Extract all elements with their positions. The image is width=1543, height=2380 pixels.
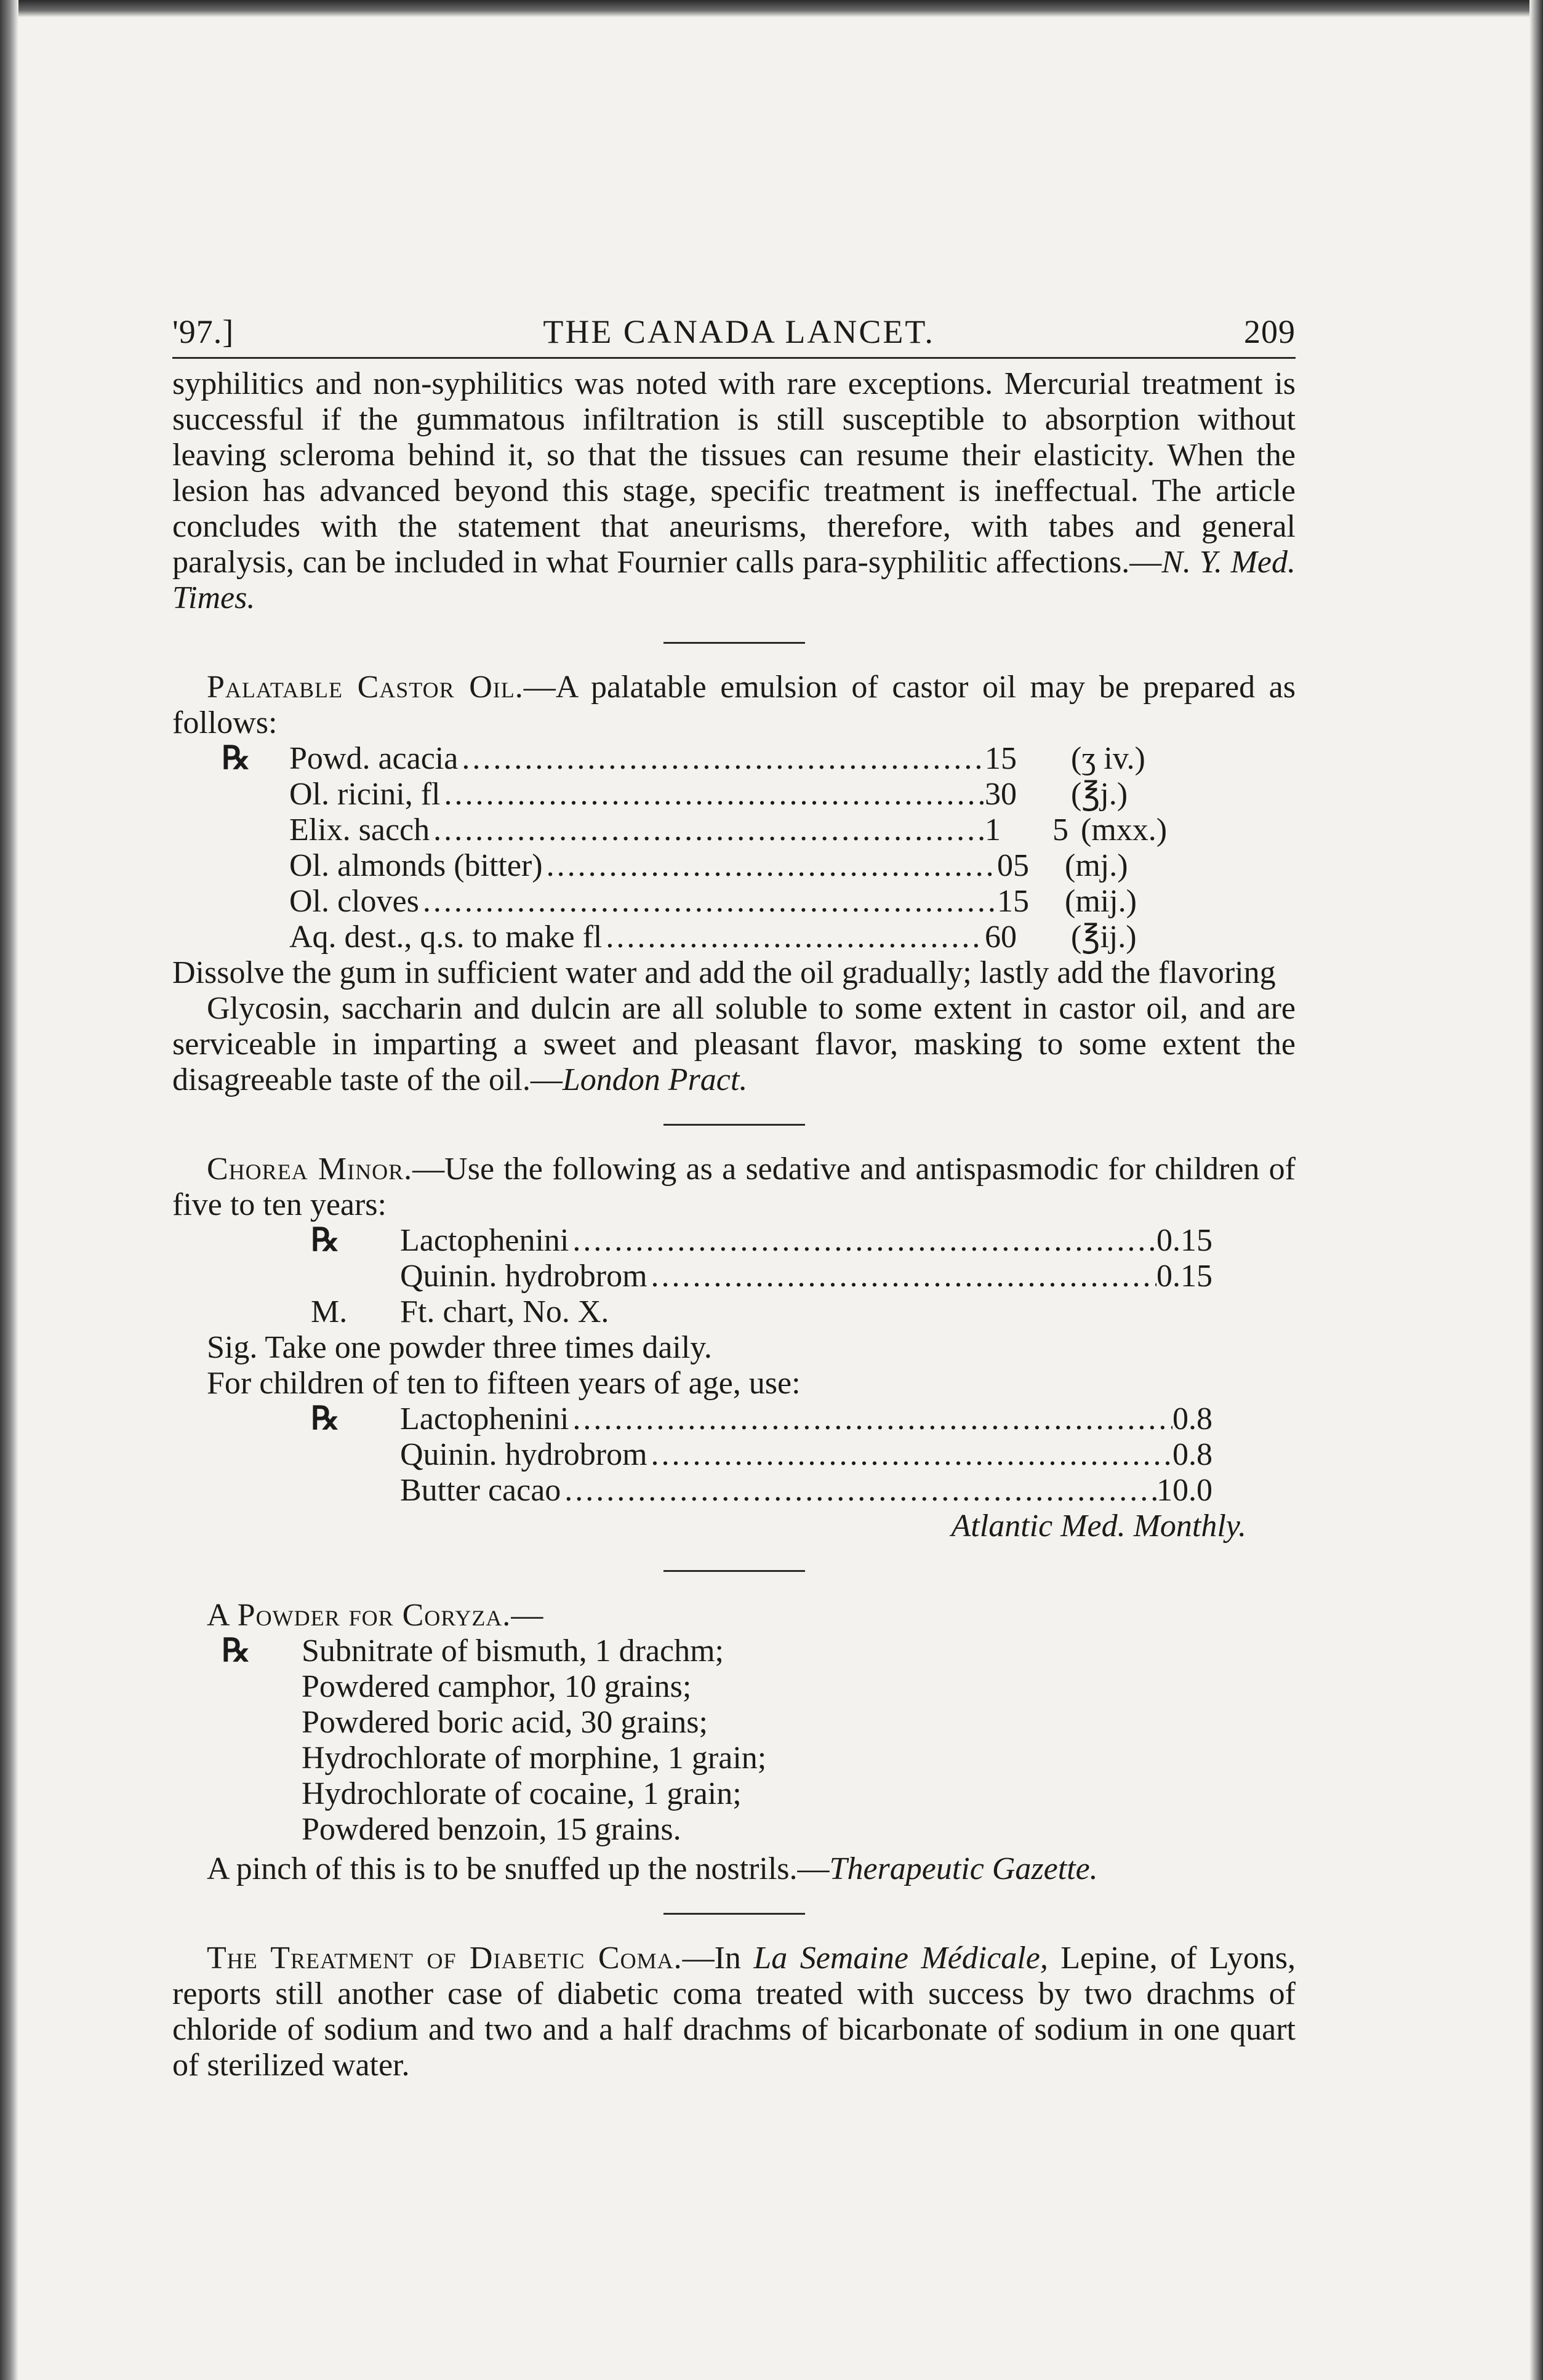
recipe-row [222,1633,1296,1669]
page-scan-edge-right [1529,0,1543,2380]
ingredient-line: Hydrochlorate of cocaine, 1 grain; [302,1776,742,1811]
ingredient-amount: 0.15 [1156,1223,1212,1258]
page-number: 209 [1243,313,1296,350]
castor-note [172,991,1296,1098]
syphilis-source: N. Y. Med. Times. [172,545,1296,615]
coryza-source: Therapeutic Gazette. [829,1851,1098,1886]
chorea-recipe-2 [172,1401,1296,1509]
rx-symbol: ℞ [311,1223,340,1258]
ingredient-amount: 0.8 [1172,1401,1212,1436]
diabetic-text-after: Lepine, of Lyons, reports still another case of diabetic coma treated with success by two drachms of chloride of sodium and two and a half drachms of bicarbonate of sodium in one quart of sterilized water. [172,1941,1296,2083]
coryza-heading: A Powder for Coryza. [207,1598,511,1633]
rx-symbol: ℞ [222,1633,250,1669]
leader-dots [441,777,985,812]
recipe-row [311,1259,1296,1294]
running-header [172,314,1296,359]
apothecary-amount: (℥j.) [1071,777,1128,812]
recipe-row [311,1294,1296,1330]
apothecary-amount: (ʒ iv.) [1071,741,1145,776]
ingredient-amount: 15 [985,741,1017,776]
ingredient-line: Subnitrate of bismuth, 1 drachm; [302,1633,724,1669]
ingredient-line: Powdered boric acid, 30 grains; [302,1705,708,1740]
recipe-row [311,1437,1296,1473]
ingredient-name: Butter cacao [400,1473,561,1508]
ingredient-line: Powdered camphor, 10 grains; [302,1669,692,1704]
ingredient-name: Elix. sacch [289,812,430,847]
ingredient-name: Ol. almonds (bitter) [289,848,543,883]
recipe-row [311,1223,1296,1259]
coryza-directions [172,1851,1296,1887]
castor-oil-intro-text: —A palatable emulsion of castor oil may be prepared as follows: [172,670,1296,740]
leader-dots [419,884,997,920]
leader-dots [647,1259,1156,1294]
section-divider [663,1570,805,1572]
apothecary-amount: (mj.) [1065,848,1128,883]
ingredient-amount-fraction: 5 [1052,812,1068,847]
leader-dots [602,920,985,955]
coryza-directions-text: A pinch of this is to be snuffed up the nostrils.— [207,1851,830,1886]
leader-dots [430,812,985,848]
ingredient-line: Hydrochlorate of morphine, 1 grain; [302,1741,767,1776]
chorea-sig: Sig. Take one powder three times daily. [207,1330,712,1365]
diabetic-journal: La Semaine Médicale, [753,1941,1048,1976]
recipe-row [222,920,1305,955]
recipe-row [311,1473,1296,1509]
leader-dots [561,1473,1156,1509]
ingredient-amount: 1 [985,812,1001,847]
ingredient-name: Lactophenini [400,1223,569,1258]
ingredient-amount: 10.0 [1156,1473,1212,1508]
ingredient-name: Quinin. hydrobrom [400,1437,647,1472]
ingredient-amount: 0.8 [1172,1437,1212,1472]
apothecary-amount: (mxx.) [1081,812,1168,847]
ingredient-amount: 0.15 [1156,1259,1212,1294]
chorea-intro-2: For children of ten to fifteen years of age, use: [207,1366,801,1401]
syphilis-paragraph [172,366,1296,616]
leader-dots [543,848,997,884]
journal-title: THE CANADA LANCET. [543,313,935,350]
chorea-intro [172,1152,1296,1223]
chorea-heading: Chorea Minor. [207,1152,413,1187]
coryza-recipe [172,1633,1296,1848]
section-divider [663,1913,805,1915]
leader-dots [569,1223,1156,1259]
castor-oil-intro [172,670,1296,741]
leader-dots [569,1401,1172,1437]
ingredient-name: Ol. cloves [289,884,419,919]
rx-symbol: ℞ [222,741,250,776]
rx-symbol: ℞ [311,1401,340,1436]
castor-note-text: Glycosin, saccharin and dulcin are all soluble to some extent in castor oil, and are serviceable in imparting a sweet and pleasant flavor, masking to some extent the disagreeable taste of the oil.— [172,991,1296,1097]
diabetic-heading: The Treatment of Diabetic Coma. [207,1941,683,1976]
coryza-dash: — [511,1598,543,1633]
castor-oil-recipe [172,741,1305,955]
ingredient-name: Lactophenini [400,1401,569,1436]
castor-oil-heading: Palatable Castor Oil. [207,670,524,705]
chorea-intro-text: —Use the following as a sedative and antispasmodic for children of five to ten years: [172,1152,1296,1222]
ingredient-amount: 15 [997,884,1029,919]
ingredient-line: Powdered benzoin, 15 grains. [302,1812,681,1847]
ingredient-amount: 05 [997,848,1029,883]
diabetic-paragraph [172,1941,1296,2083]
recipe-row [222,848,1305,884]
leader-dots [647,1437,1172,1473]
ingredient-name: Ol. ricini, fl [289,777,441,812]
coryza-heading-line [172,1598,1296,1633]
chorea-recipe-1 [172,1223,1296,1330]
leader-dots [458,741,985,777]
ingredient-name: Aq. dest., q.s. to make fl [289,920,603,955]
chorea-source: Atlantic Med. Monthly. [951,1509,1246,1544]
apothecary-amount: (mij.) [1065,884,1137,919]
castor-source: London Pract. [562,1062,748,1097]
syphilis-text: syphilitics and non-syphilitics was noted with rare exceptions. Mercurial treatment is successful if the gummatous infiltration is still susceptible to absorption without leaving scleroma behind it, so that the tissues can resume their elasticity. When the lesion has advanced beyond this stage, specific treatment is ineffectual. The article concludes with the statement that aneurisms, therefore, with tabes and general paralysis, can be included in what Fournier calls para-syphilitic affections.— [172,366,1296,580]
misce-label: M. [311,1294,348,1329]
recipe-row [222,741,1305,777]
page-scan-edge-left [0,0,18,2380]
ingredient-amount: 60 [985,920,1017,955]
ingredient-name: Powd. acacia [289,741,459,776]
recipe-row [222,884,1305,920]
apothecary-amount: (℥ij.) [1071,920,1137,955]
ingredient-amount: 30 [985,777,1017,812]
section-divider [663,1124,805,1126]
recipe-row [222,812,1305,848]
diabetic-text-before: —In [682,1941,754,1976]
journal-page [172,314,1296,2083]
header-year: '97.] [172,313,234,350]
recipe-row [311,1401,1296,1437]
ingredient-name: Quinin. hydrobrom [400,1259,647,1294]
section-divider [663,642,805,644]
page-scan-edge-top [0,0,1543,17]
misce-text: Ft. chart, No. X. [400,1294,609,1329]
castor-directions: Dissolve the gum in sufficient water and add the oil gradually; lastly add the flavoring [172,955,1276,990]
recipe-row [222,777,1305,812]
